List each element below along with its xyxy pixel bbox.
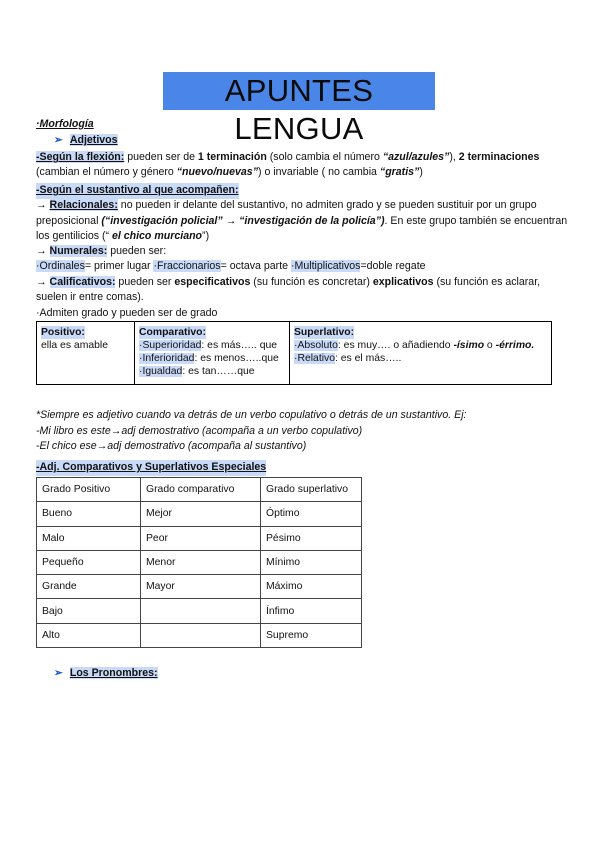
- relativo-label: ·Relativo: [294, 353, 335, 364]
- adjetivos-heading: [54, 133, 118, 149]
- header-cell: Grado comparativo: [141, 478, 261, 502]
- cell: Supremo: [261, 623, 362, 647]
- table-row: [37, 526, 362, 550]
- cell: Pésimo: [261, 526, 362, 550]
- igualdad-label: ·Igualdad: [139, 366, 183, 377]
- arrowhead-icon: ➢: [54, 134, 63, 146]
- text: pueden ser de: [124, 151, 198, 163]
- text: o: [484, 340, 496, 351]
- text: -érrimo.: [495, 340, 535, 351]
- cell: Peor: [141, 526, 261, 550]
- comparativo-cell: [135, 322, 290, 385]
- cell: Mejor: [141, 502, 261, 526]
- text: los gentilicios (“: [36, 230, 110, 242]
- grade-table: [36, 321, 552, 385]
- ordinales-label: ·Ordinales: [36, 260, 85, 272]
- cell: Alto: [37, 623, 141, 647]
- text: : es tan……que: [182, 366, 255, 377]
- numerales-types: [36, 259, 426, 275]
- text: explicativos: [372, 276, 434, 288]
- superlativo-label: Superlativo:: [294, 327, 355, 338]
- text: (solo cambia el número: [266, 151, 383, 163]
- text: : es muy…. o añadiendo: [337, 340, 454, 351]
- cell: Menor: [141, 550, 261, 574]
- text: “nuevo/nuevas”: [176, 166, 258, 178]
- multiplicativos-label: ·Multiplicativos: [290, 260, 361, 272]
- relacionales-line-1: [36, 198, 537, 214]
- note-line-3: -El chico ese→adj demostrativo (acompaña al sustantivo): [36, 440, 307, 452]
- flexion-line-2: [36, 165, 423, 181]
- text: →: [36, 245, 50, 257]
- comparativo-label: Comparativo:: [139, 327, 206, 338]
- table-row: [37, 550, 362, 574]
- absoluto-label: ·Absoluto: [294, 340, 338, 351]
- especiales-heading: -Adj. Comparativos y Superlativos Especiales: [36, 460, 266, 476]
- text: =doble regate: [360, 260, 426, 272]
- text: (su función es concretar): [250, 276, 373, 288]
- pronombres-heading: [54, 666, 158, 682]
- cell: Mínimo: [261, 550, 362, 574]
- table-header-row: [37, 478, 362, 502]
- note-line-2: -Mi libro es este→adj demostrativo (acompaña a un verbo copulativo): [36, 425, 363, 437]
- cell: Grande: [37, 575, 141, 599]
- text: (cambian el número y género: [36, 166, 177, 178]
- cell: Pequeño: [37, 550, 141, 574]
- cell: Máximo: [261, 575, 362, 599]
- text: (su función es aclarar,: [433, 276, 541, 288]
- flexion-line-1: [36, 150, 539, 166]
- text: el chico murciano: [109, 230, 203, 242]
- cell: Ínfimo: [261, 599, 362, 623]
- text: ),: [449, 151, 459, 163]
- text: . En este grupo también se encuentran: [384, 215, 568, 227]
- text: = primer lugar: [84, 260, 154, 272]
- calificativos-line-2: suelen ir entre comas).: [36, 291, 144, 303]
- text: 2 terminaciones: [458, 151, 540, 163]
- page-title: APUNTES LENGUA: [163, 72, 435, 110]
- text: = octava parte: [220, 260, 291, 272]
- cell: Bajo: [37, 599, 141, 623]
- cell: Óptimo: [261, 502, 362, 526]
- arrowhead-icon: ➢: [54, 667, 63, 679]
- numerales-label: Numerales:: [49, 245, 108, 257]
- table-row: [37, 623, 362, 647]
- table-row: [37, 575, 362, 599]
- header-cell: Grado superlativo: [261, 478, 362, 502]
- text: pueden ser: [115, 276, 175, 288]
- text: ) o invariable ( no cambia: [258, 166, 380, 178]
- text: “gratis”: [379, 166, 420, 178]
- inferioridad-label: ·Inferioridad: [139, 353, 195, 364]
- text: -ísimo: [453, 340, 485, 351]
- relacionales-line-3: [36, 229, 209, 245]
- positivo-example: ella es amable: [41, 340, 109, 351]
- table-row: [37, 502, 362, 526]
- pronombres-label: Los Pronombres:: [69, 667, 158, 679]
- numerales-line: [36, 244, 166, 260]
- adjetivos-label: Adjetivos: [69, 134, 118, 146]
- text: “azul/azules”: [382, 151, 450, 163]
- table-row: [37, 599, 362, 623]
- note-line-1: *Siempre es adjetivo cuando va detrás de un verbo copulativo o detrás de un sustantivo. Ej:: [36, 409, 467, 421]
- fraccionarios-label: ·Fraccionarios: [153, 260, 221, 272]
- text: →: [36, 199, 50, 211]
- text: ): [419, 166, 423, 178]
- text: : es más….. que: [201, 340, 278, 351]
- especiales-table: [36, 477, 362, 648]
- text: preposicional: [36, 215, 102, 227]
- cell: Bueno: [37, 502, 141, 526]
- calificativos-line-1: [36, 275, 540, 291]
- table-row: [37, 322, 552, 385]
- superlativo-cell: [290, 322, 552, 385]
- cell: Mayor: [141, 575, 261, 599]
- text: no pueden ir delante del sustantivo, no admiten grado y se pueden sustituir por un grupo: [117, 199, 537, 211]
- cell: [141, 599, 261, 623]
- positivo-cell: [37, 322, 135, 385]
- calificativos-label: Calificativos:: [49, 276, 116, 288]
- header-cell: Grado Positivo: [37, 478, 141, 502]
- cell: [141, 623, 261, 647]
- section-morfologia: ·Morfología: [36, 118, 94, 130]
- text: especificativos: [174, 276, 251, 288]
- text: pueden ser:: [107, 245, 167, 257]
- text: : es el más…..: [335, 353, 402, 364]
- relacionales-label: Relacionales:: [49, 199, 118, 211]
- admiten-grado: ·Admiten grado y pueden ser de grado: [36, 307, 218, 319]
- positivo-label: Positivo:: [41, 327, 85, 338]
- text: : es menos…..que: [194, 353, 279, 364]
- text: ”): [202, 230, 210, 242]
- text: 1 terminación: [197, 151, 267, 163]
- relacionales-line-2: [36, 214, 567, 230]
- cell: Malo: [37, 526, 141, 550]
- sustantivo-label: -Según el sustantivo al que acompañen:: [36, 183, 239, 199]
- flexion-label: -Según la flexión:: [36, 151, 125, 163]
- text: →: [36, 276, 50, 288]
- superioridad-label: ·Superioridad: [139, 340, 202, 351]
- text: (“investigación policial” → “investigación de la policía”): [101, 215, 385, 227]
